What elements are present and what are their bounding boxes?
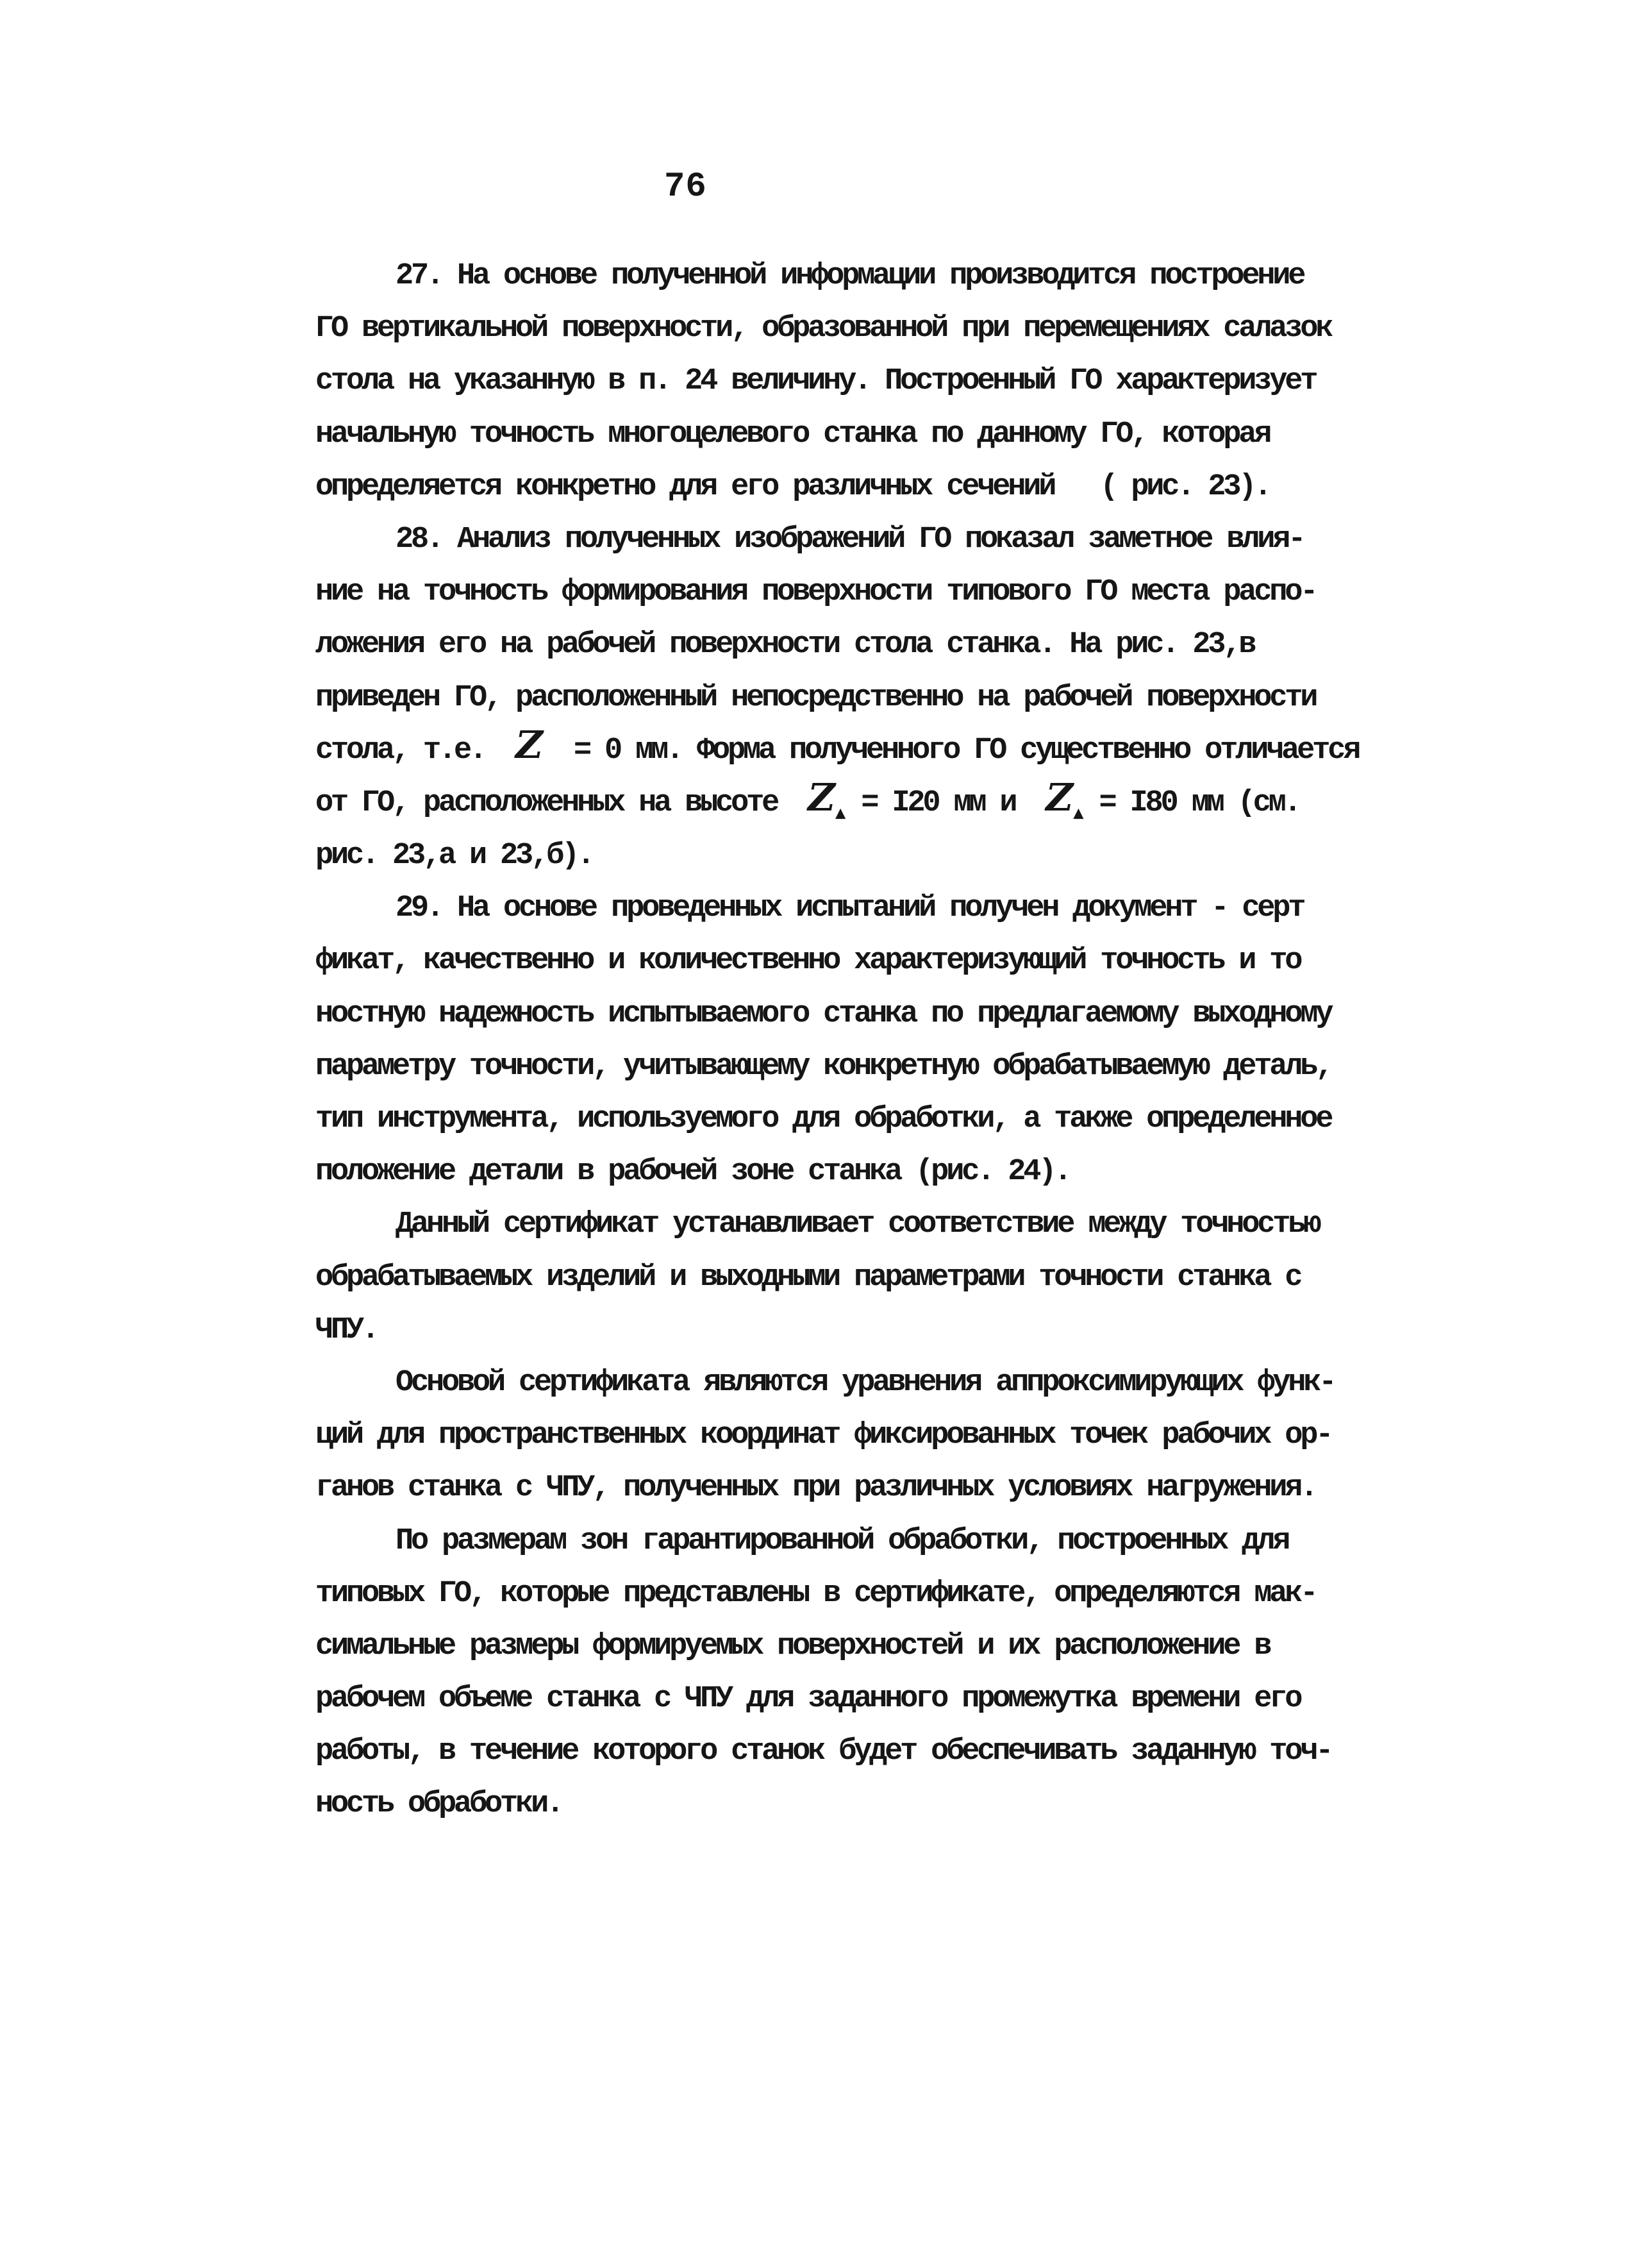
text-line xyxy=(315,777,1392,830)
text-segment: начальную точность многоцелевого станка по данному ГО, которая xyxy=(315,417,1270,451)
text-segment: параметру точности, учитывающему конкретную обрабатываемую деталь, xyxy=(315,1049,1331,1084)
text-line xyxy=(315,566,1392,619)
text-line xyxy=(315,303,1392,355)
text-line xyxy=(315,1252,1392,1304)
text-line xyxy=(315,408,1392,461)
text-segment: = 0 мм. Форма полученного ГО существенно отличается xyxy=(542,733,1359,768)
text-segment: ностную надежность испытываемого станка по предлагаемому выходному xyxy=(315,996,1331,1031)
text-line xyxy=(315,1357,1392,1409)
text-segment: стола, т.е. xyxy=(315,733,516,768)
text-segment: типовых ГО, которые представлены в сертификате, определяются мак- xyxy=(315,1576,1316,1611)
text-segment: фикат, качественно и количественно характеризующий точность и то xyxy=(315,944,1301,979)
text-line xyxy=(315,935,1392,987)
text-line xyxy=(315,1304,1392,1357)
text-segment: ность обработки. xyxy=(315,1787,562,1822)
text-line xyxy=(315,250,1392,303)
text-segment: рис. 23,а и 23,б). xyxy=(315,839,593,873)
text-line xyxy=(315,1778,1392,1831)
text-segment: 28. Анализ полученных изображений ГО показал заметное влия- xyxy=(396,522,1304,557)
text-segment: обрабатываемых изделий и выходными параметрами точности станка с xyxy=(315,1260,1301,1295)
text-line xyxy=(315,619,1392,671)
text-line xyxy=(315,988,1392,1041)
text-segment: приведен ГО, расположенный непосредственно на рабочей поверхности xyxy=(315,680,1316,715)
text-line xyxy=(315,722,1392,777)
formula-subscript-a-mark: ▲ xyxy=(1073,804,1084,821)
text-segment: 27. На основе полученной информации производится построение xyxy=(396,259,1304,293)
text-line xyxy=(315,1146,1392,1198)
text-line xyxy=(315,672,1392,725)
text-line xyxy=(315,1409,1392,1462)
text-line xyxy=(315,1726,1392,1778)
text-line xyxy=(315,1198,1392,1251)
text-segment: определяется конкретно для его различных сечений ( рис. 23). xyxy=(315,469,1270,504)
document-text-block xyxy=(315,250,1392,1831)
text-line xyxy=(315,1568,1392,1620)
text-line xyxy=(315,514,1392,566)
text-segment: Основой сертификата являются уравнения аппроксимирующих функ- xyxy=(396,1365,1335,1400)
text-line xyxy=(315,1620,1392,1673)
formula-z-symbol: Z xyxy=(808,775,836,819)
text-segment: = I80 мм (см. xyxy=(1083,785,1299,820)
text-segment: = I20 мм и xyxy=(846,785,1046,820)
text-segment: Данный сертификат устанавливает соответствие между точностью xyxy=(396,1207,1319,1242)
text-line xyxy=(315,1041,1392,1093)
text-segment: рабочем объеме станка с ЧПУ для заданного промежутка времени его xyxy=(315,1682,1301,1717)
formula-subscript-a-mark: ▲ xyxy=(835,804,846,821)
text-segment: ложения его на рабочей поверхности стола станка. На рис. 23,в xyxy=(315,628,1254,662)
text-segment: По размерам зон гарантированной обработки, построенных для xyxy=(396,1524,1288,1558)
text-segment: 29. На основе проведенных испытаний получен документ - серт xyxy=(396,891,1304,926)
text-segment: стола на указанную в п. 24 величину. Построенный ГО характеризует xyxy=(315,364,1316,399)
text-line xyxy=(315,830,1392,882)
text-line xyxy=(315,1093,1392,1146)
text-segment: ЧПУ. xyxy=(315,1313,378,1347)
page-number: 76 xyxy=(664,167,707,206)
text-line xyxy=(315,1515,1392,1568)
text-segment: ций для пространственных координат фиксированных точек рабочих ор- xyxy=(315,1418,1331,1453)
text-segment: тип инструмента, используемого для обработки, а также определенное xyxy=(315,1102,1331,1136)
text-line xyxy=(315,461,1392,514)
text-segment: ганов станка с ЧПУ, полученных при различных условиях нагружения. xyxy=(315,1471,1316,1506)
text-segment: от ГО, расположенных на высоте xyxy=(315,785,808,820)
text-line xyxy=(315,1462,1392,1515)
formula-z-symbol: Z xyxy=(1046,775,1074,819)
text-line xyxy=(315,882,1392,935)
text-line xyxy=(315,355,1392,408)
formula-z-symbol: Z xyxy=(515,722,543,767)
text-line xyxy=(315,1673,1392,1726)
text-segment: симальные размеры формируемых поверхностей и их расположение в xyxy=(315,1629,1270,1663)
text-segment: положение детали в рабочей зоне станка (рис. 24). xyxy=(315,1155,1070,1189)
text-segment: ние на точность формирования поверхности типового ГО места распо- xyxy=(315,575,1316,610)
text-segment: работы, в течение которого станок будет обеспечивать заданную точ- xyxy=(315,1735,1331,1769)
text-segment: ГО вертикальной поверхности, образованной при перемещениях салазок xyxy=(315,312,1331,346)
